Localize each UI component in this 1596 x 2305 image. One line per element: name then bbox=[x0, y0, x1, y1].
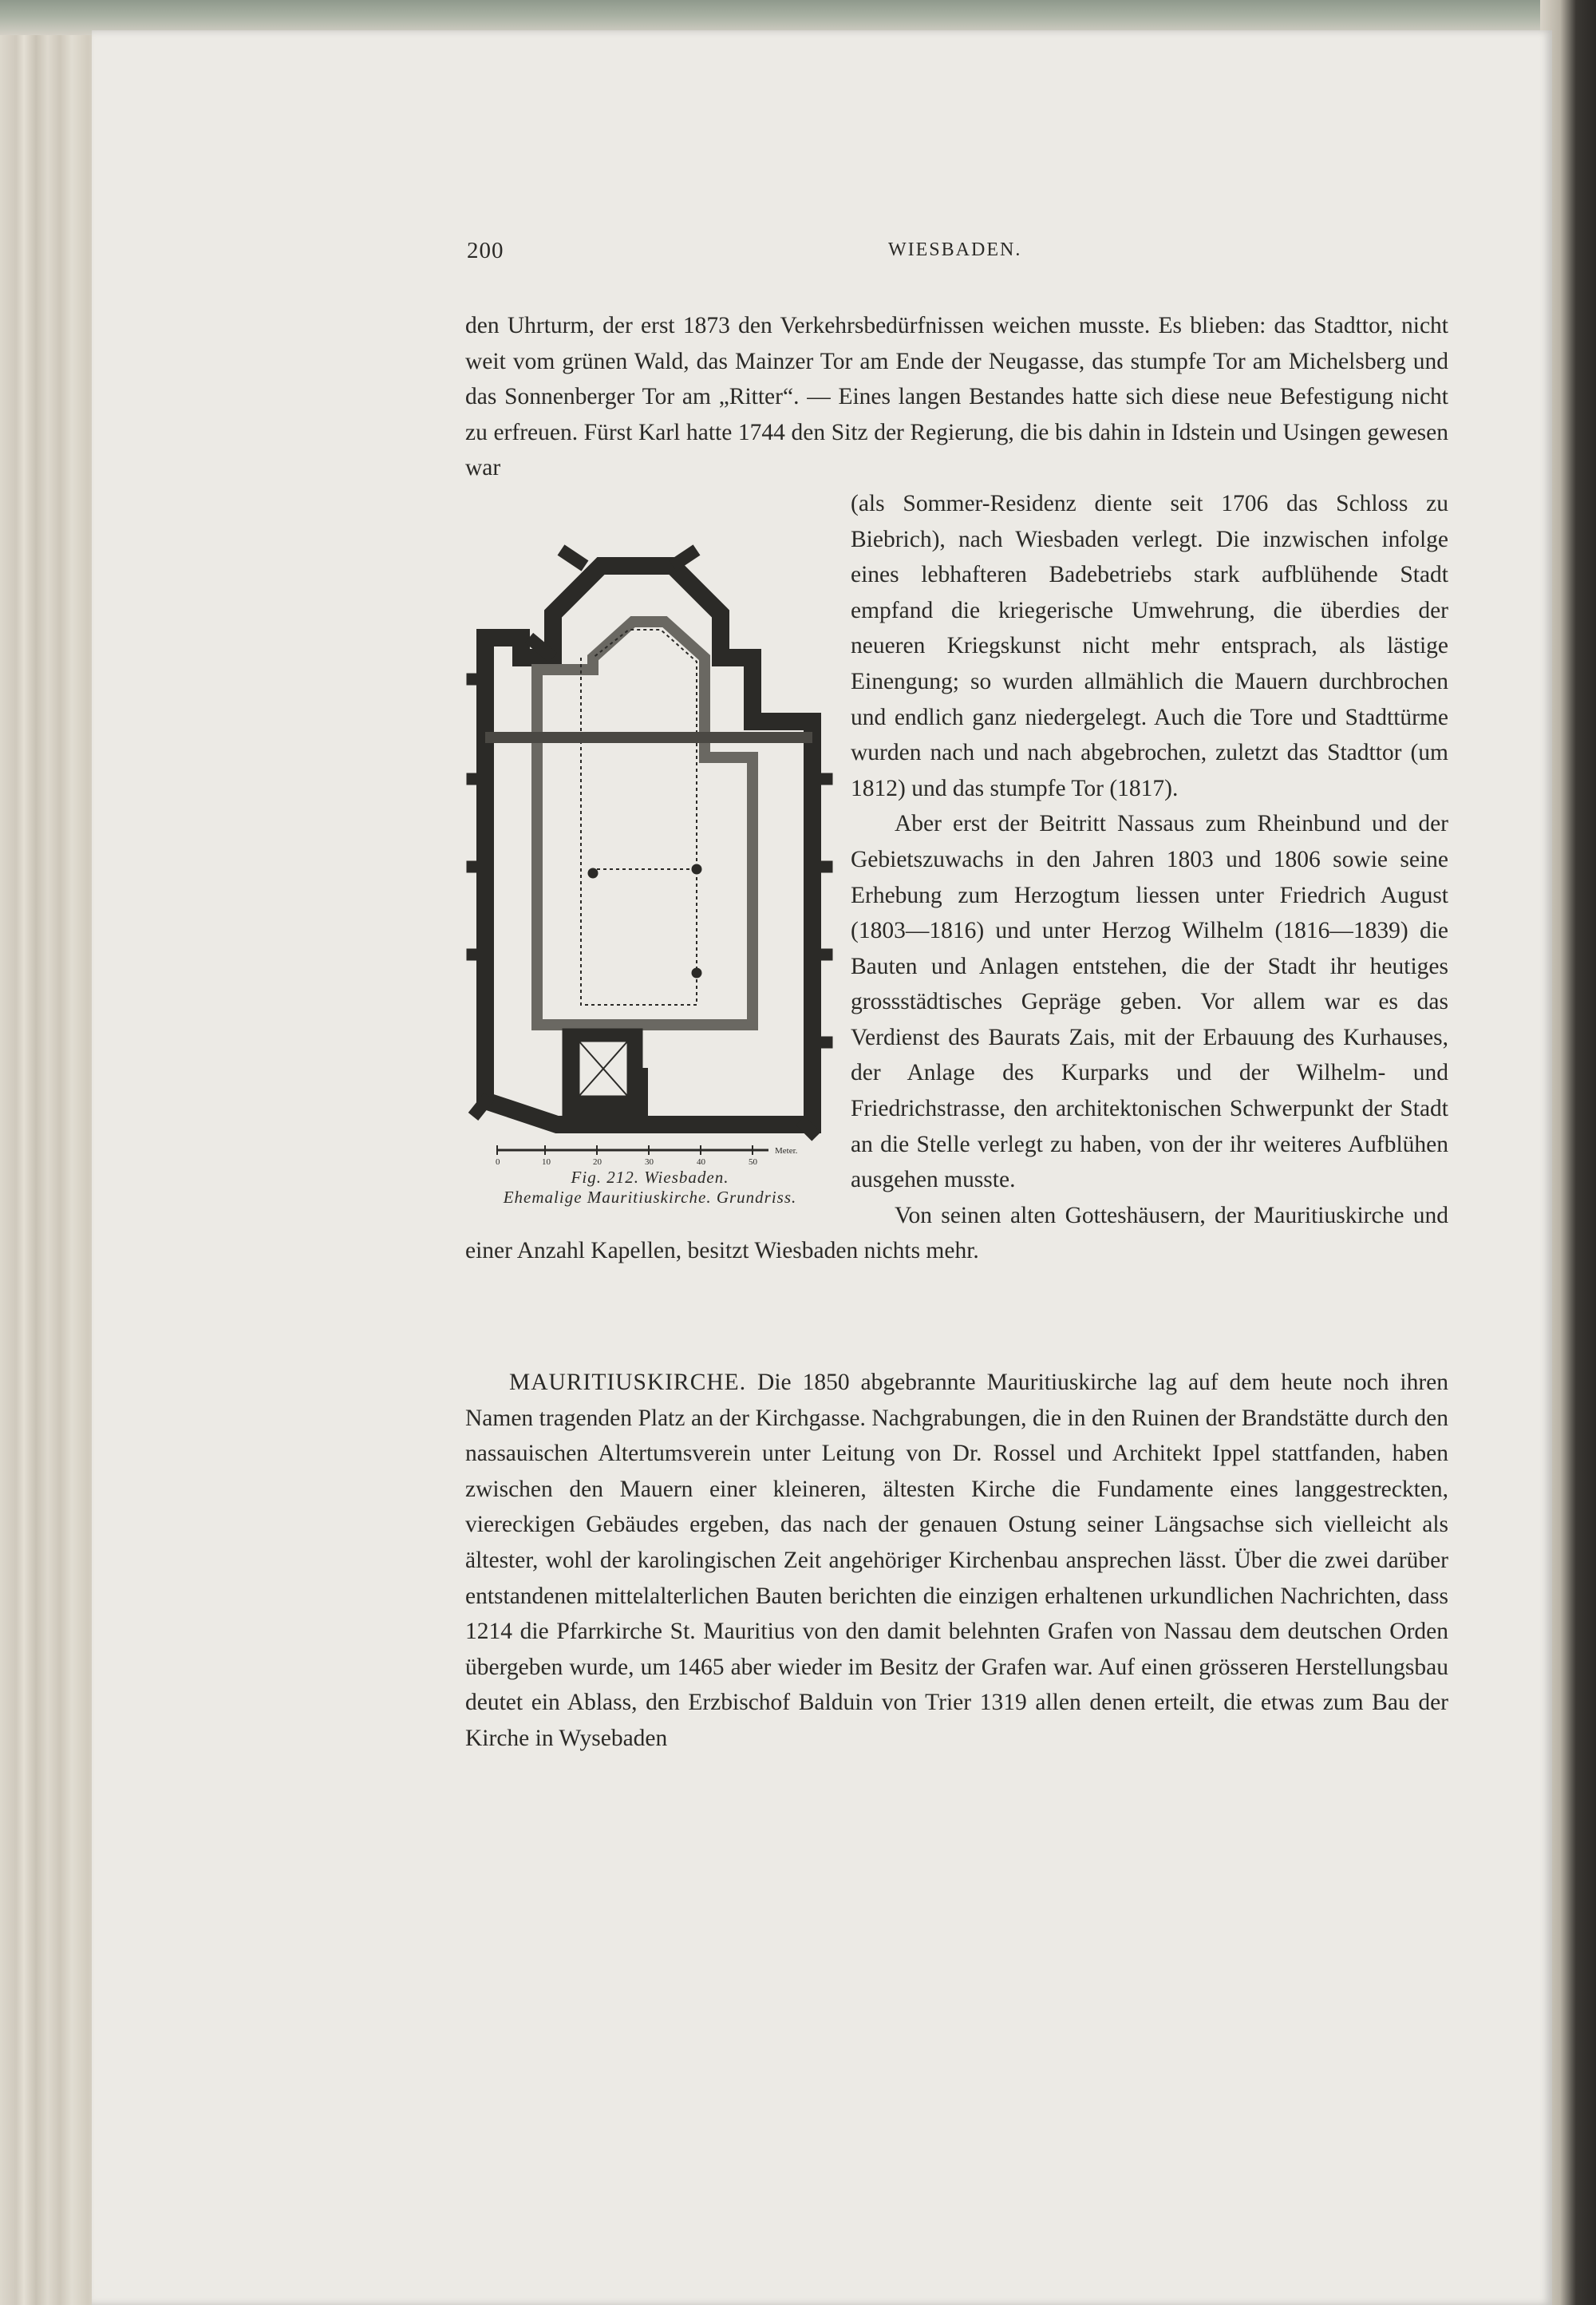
scale-label: 30 bbox=[645, 1156, 654, 1164]
running-head: WIESBADEN. bbox=[888, 239, 1022, 260]
scale-label: 10 bbox=[542, 1156, 551, 1164]
section-text bbox=[465, 1365, 1448, 1757]
page-header bbox=[467, 238, 1448, 270]
scale-label: 20 bbox=[593, 1156, 602, 1164]
paragraph bbox=[465, 1365, 1448, 1757]
scale-label: Meter. bbox=[775, 1145, 798, 1156]
paragraph: den Uhrturm, der erst 1873 den Verkehrsbedürfnissen weichen musste. Es blieben: das Stadttor, nicht weit vom grünen Wald, das Mainzer Tor am Ende der Neugasse, das stumpfe Tor am Michelsberg und das Sonnenberger Tor am „Ritter“. — Eines langen Bestandes hatte sich diese neue Befestigung nicht zu erfreuen. Fürst Karl hatte 1744 den Sitz der Regierung, die bis dahin in Idstein und Usingen gewesen war bbox=[465, 313, 1448, 481]
page-number: 200 bbox=[467, 238, 504, 263]
scale-label: 40 bbox=[697, 1156, 705, 1164]
section-title: MAURITIUSKIRCHE. bbox=[509, 1370, 747, 1395]
scale-label: 0 bbox=[496, 1156, 500, 1164]
paragraph: Von seinen alten Gotteshäusern, der Mauritiuskirche und einer Anzahl Kapellen, besitzt Wiesbaden nichts mehr. bbox=[465, 1202, 1448, 1264]
floor-plan-figure bbox=[457, 486, 843, 1207]
scale-label: 50 bbox=[749, 1156, 757, 1164]
paragraph: (als Sommer-Residenz diente seit 1706 das Schloss zu Biebrich), nach Wiesbaden verlegt. Die inzwischen infolge eines lebhafteren Badebetriebs stark aufblühende Stadt empfand die kriegerische Umwehrung, die überdies der neueren Kriegskunst nicht mehr entsprach, als lästige Einengung; so wurden allmählich die Mauern durchbrochen und endlich ganz niedergelegt. Auch die Tore und Stadttürme wurden nach und nach abgebrochen, zuletzt das Stadttor (um 1812) und das stumpfe Tor (1817). bbox=[851, 490, 1448, 801]
main-text bbox=[465, 308, 1448, 1269]
figure-caption-line: Ehemalige Mauritiuskirche. Grundriss. bbox=[503, 1187, 797, 1207]
figure-caption-line: Fig. 212. Wiesbaden. bbox=[571, 1167, 729, 1187]
figure-caption bbox=[457, 1168, 843, 1208]
paragraph-text: Die 1850 abgebrannte Mauritiuskirche lag auf dem heute noch ihren Namen tragenden Platz an der Kirchgasse. Nachgrabungen, die in den Ruinen der Brandstätte durch den nassauischen Altertumsverein unter Leitung von Dr. Rossel und Architekt Ippel stattfanden, haben zwischen den Mauern einer kleineren, ältesten Kirche die Fundamente eines langgestreckten, viereckigen Gebäudes ergeben, das nach der genauen Ostung seiner Längsachse sich vielleicht als ältester, wohl der karolingischen Zeit angehöriger Kirchenbau ansprechen lässt. Über die zwei darüber entstandenen mittelalterlichen Bauten berichten die einzigen erhaltenen urkundlichen Nachrichten, dass 1214 die Pfarrkirche St. Mauritius von den damit belehnten Grafen von Nassau dem deutschen Orden übergeben wurde, um 1465 aber wieder im Besitz der Grafen war. Auf einen grösseren Herstellungsbau deutet ein Ablass, den Erzbischof Balduin von Trier 1319 allen denen erteilt, die etwas zum Bau der Kirche in Wysebaden bbox=[465, 1370, 1449, 1751]
church-floor-plan-illustration bbox=[457, 486, 843, 1164]
paragraph: Aber erst der Beitritt Nassaus zum Rheinbund und der Gebietszuwachs in den Jahren 1803 und 1806 sowie seine Erhebung zum Herzogtum liessen unter Friedrich August (1803—1816) und unter Herzog Wilhelm (1816—1839) die Bauten und Anlagen entstehen, die der Stadt ihr heutiges grossstädtisches Gepräge geben. Vor allem war es das Verdienst des Baurats Zais, mit der Erbauung des Kurhauses, der Anlage des Kurparks und der Wilhelm- und Friedrichstrasse, den architektonischen Schwerpunkt der Stadt an die Stelle verlegt zu haben, von der ihr weiteres Aufblühen ausgehen musste. bbox=[851, 811, 1448, 1193]
